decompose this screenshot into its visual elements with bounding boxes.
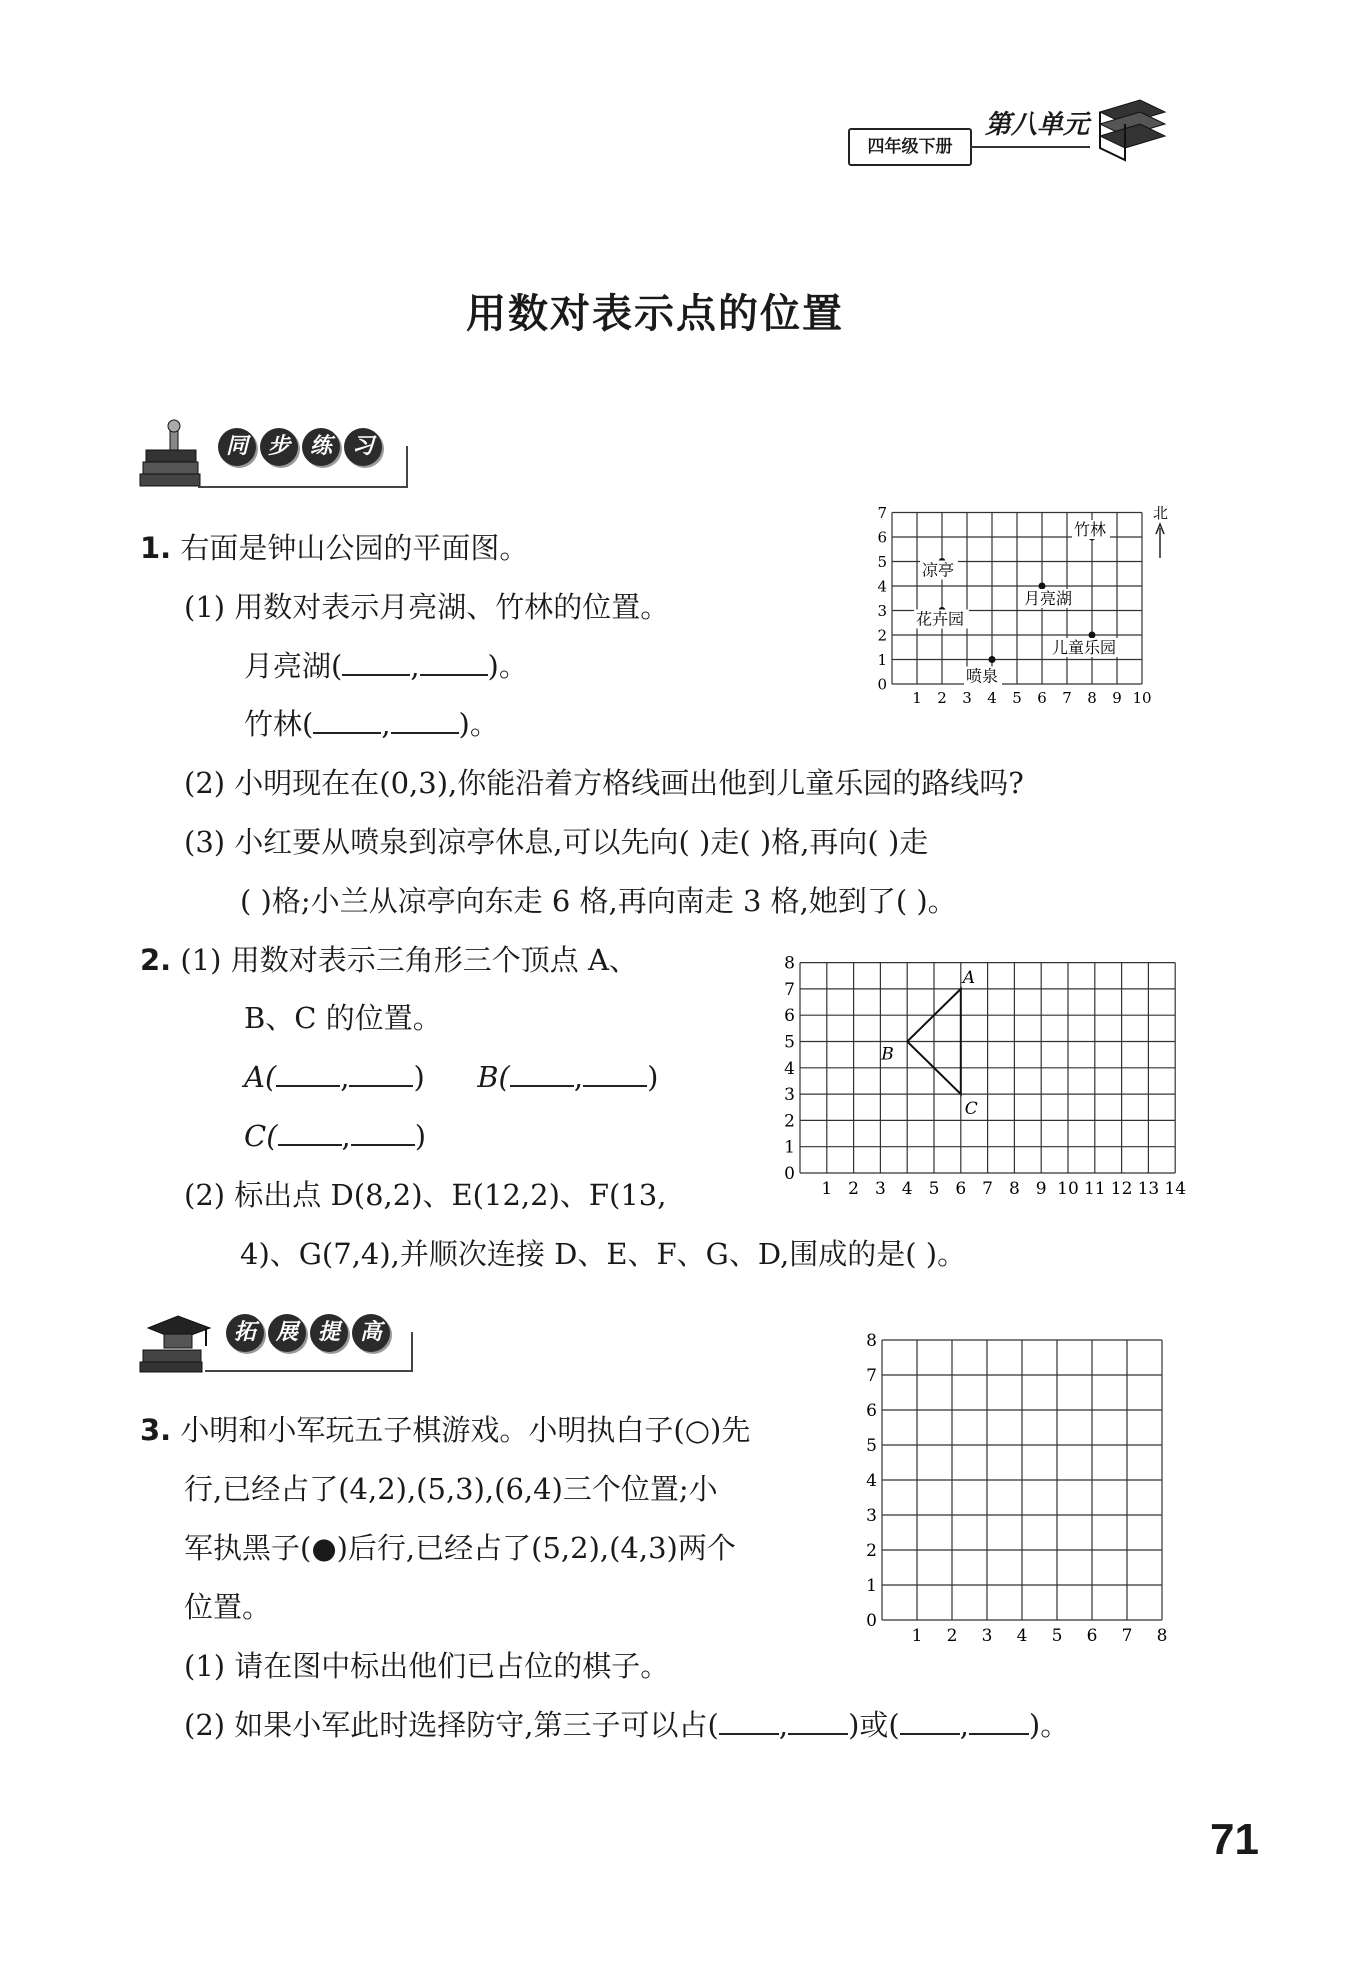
close-paren: )。 [1028, 1708, 1070, 1742]
x-tick-label: 4 [987, 689, 997, 707]
close-paren: ) [413, 1060, 425, 1094]
x-tick-label: 12 [1110, 1179, 1133, 1199]
x-tick-label: 1 [911, 1626, 923, 1646]
book-stack-icon [1090, 92, 1170, 162]
x-tick-label: 5 [1012, 689, 1022, 707]
place-label: 月亮湖 [1024, 589, 1073, 608]
gomoku-grid-lines [882, 1340, 1162, 1620]
x-tick-label: 7 [1121, 1626, 1133, 1646]
y-tick-label: 3 [866, 1505, 877, 1526]
bamboo-answer [244, 704, 499, 744]
q3-part2 [184, 1705, 1069, 1745]
bamboo-label: 竹林( [244, 707, 314, 741]
y-tick-label: 2 [866, 1540, 877, 1561]
place-point [989, 656, 996, 663]
books-icon [138, 412, 208, 492]
north-arrow [1153, 504, 1168, 558]
answer-blank[interactable] [510, 1059, 574, 1087]
x-tick-label: 9 [1112, 689, 1122, 707]
answer-blank[interactable] [351, 1118, 415, 1146]
y-tick-label: 5 [866, 1435, 877, 1456]
q2-part2-line2: 4)、G(7,4),并顺次连接 D、E、F、G、D,围成的是( )。 [240, 1237, 967, 1271]
triangle-grid-labels [784, 954, 1186, 1199]
x-tick-label: 7 [1062, 689, 1072, 707]
answer-blank[interactable] [969, 1707, 1029, 1735]
x-tick-label: 3 [981, 1626, 993, 1646]
x-tick-label: 9 [1035, 1179, 1047, 1199]
y-tick-label: 6 [866, 1400, 877, 1421]
vertex-label: C [964, 1099, 978, 1120]
y-tick-label: 7 [784, 979, 795, 1000]
badge-char: 步 [260, 428, 298, 466]
y-tick-label: 5 [877, 552, 887, 571]
answer-blank[interactable] [583, 1059, 647, 1087]
graduation-cap-icon [138, 1298, 218, 1378]
y-tick-label: 1 [877, 650, 887, 669]
answer-blank[interactable] [719, 1707, 779, 1735]
x-tick-label: 7 [982, 1179, 994, 1199]
section-banner-extension [226, 1314, 394, 1352]
q3-line4: 位置。 [184, 1590, 272, 1624]
x-tick-label: 8 [1008, 1179, 1020, 1199]
place-label: 儿童乐园 [1052, 638, 1117, 657]
answer-blank[interactable] [313, 706, 381, 734]
close-paren: ) [647, 1060, 659, 1094]
answer-blank[interactable] [420, 648, 488, 676]
y-tick-label: 6 [877, 528, 887, 547]
y-tick-label: 1 [784, 1137, 795, 1158]
triangle-grid [756, 953, 1187, 1205]
section-rule-end [406, 446, 408, 488]
y-tick-label: 2 [877, 626, 887, 645]
y-tick-label: 7 [877, 503, 887, 522]
badge-char: 习 [344, 428, 382, 466]
vertex-c-label: C( [244, 1119, 278, 1153]
q2-part1-line1: (1) 用数对表示三角形三个顶点 A、 [180, 943, 638, 977]
triangle-grid-lines [800, 963, 1175, 1173]
x-tick-label: 10 [1057, 1179, 1079, 1199]
x-tick-label: 13 [1137, 1179, 1160, 1199]
place-label: 竹林 [1074, 520, 1107, 539]
y-tick-label: 2 [784, 1111, 795, 1132]
moon-lake-label: 月亮湖( [244, 649, 343, 683]
x-tick-label: 14 [1164, 1179, 1187, 1199]
map-labels [877, 504, 1151, 707]
question-stem: 右面是钟山公园的平面图。 [180, 531, 529, 565]
gomoku-grid-labels [866, 1331, 1167, 1646]
badge-char: 练 [302, 428, 340, 466]
vertex-label: B [881, 1044, 894, 1065]
answer-blank[interactable] [788, 1707, 848, 1735]
unit-label: 第八单元 [985, 110, 1090, 140]
y-tick-label: 0 [877, 675, 887, 694]
page-title: 用数对表示点的位置 [466, 290, 844, 337]
q3-line1: 小明和小军玩五子棋游戏。小明执白子(○)先 [180, 1413, 751, 1447]
q3-line2: 行,已经占了(4,2),(5,3),(6,4)三个位置;小 [184, 1472, 718, 1506]
x-tick-label: 8 [1087, 689, 1097, 707]
answer-blank[interactable] [349, 1059, 413, 1087]
badge-char: 拓 [226, 1314, 264, 1352]
park-map [870, 498, 1169, 712]
q2-part2-line1: (2) 标出点 D(8,2)、E(12,2)、F(13, [184, 1178, 667, 1212]
vertex-label: A [962, 967, 976, 988]
x-tick-label: 6 [1086, 1626, 1098, 1646]
section-rule [205, 1370, 413, 1372]
badge-char: 同 [218, 428, 256, 466]
place-label: 喷泉 [966, 666, 999, 686]
place-label: 花卉园 [916, 609, 965, 629]
y-tick-label: 8 [866, 1330, 877, 1351]
x-tick-label: 10 [1132, 689, 1152, 707]
answer-blank[interactable] [342, 648, 410, 676]
section-banner-sync-practice [218, 428, 386, 466]
q3-line3: 军执黑子(●)后行,已经占了(5,2),(4,3)两个 [184, 1531, 736, 1565]
badge-char: 展 [268, 1314, 306, 1352]
y-tick-label: 3 [877, 601, 887, 620]
x-tick-label: 4 [1016, 1626, 1028, 1646]
x-tick-label: 4 [901, 1179, 913, 1199]
y-tick-label: 4 [866, 1470, 877, 1491]
question-number: 3. [140, 1413, 172, 1447]
comma: , [381, 707, 391, 741]
x-tick-label: 5 [928, 1179, 940, 1199]
x-tick-label: 6 [1037, 689, 1047, 707]
section-rule-end [411, 1332, 413, 1372]
x-tick-label: 3 [874, 1179, 886, 1199]
or-text: )或( [848, 1708, 900, 1742]
comma: , [573, 1060, 584, 1094]
q1-part3-line2: ( )格;小兰从凉亭向东走 6 格,再向南走 3 格,她到了( )。 [240, 884, 957, 918]
q3-part1: (1) 请在图中标出他们已占位的棋子。 [184, 1649, 670, 1683]
page-number: 71 [1210, 1815, 1259, 1864]
y-tick-label: 0 [866, 1610, 877, 1631]
badge-char: 提 [310, 1314, 348, 1352]
answer-blank[interactable] [278, 1118, 342, 1146]
comma: , [959, 1708, 969, 1742]
comma: , [341, 1119, 351, 1153]
q1-part3-line1: (3) 小红要从喷泉到凉亭休息,可以先向( )走( )格,再向( )走 [184, 825, 929, 859]
x-tick-label: 2 [848, 1179, 860, 1199]
vertex-b-label: B( [477, 1060, 510, 1094]
answer-blank[interactable] [391, 706, 459, 734]
moon-lake-answer [244, 646, 528, 686]
vertex-c-answer [244, 1116, 426, 1156]
x-tick-label: 3 [962, 689, 972, 707]
x-tick-label: 1 [821, 1179, 833, 1199]
y-tick-label: 6 [784, 1006, 795, 1027]
grade-label: 四年级下册 [848, 128, 972, 166]
x-tick-label: 8 [1156, 1626, 1168, 1646]
y-tick-label: 3 [784, 1085, 795, 1106]
question-number: 1. [140, 531, 172, 565]
x-tick-label: 6 [955, 1179, 967, 1199]
question-number: 2. [140, 943, 172, 977]
x-tick-label: 2 [946, 1626, 958, 1646]
x-tick-label: 11 [1083, 1179, 1106, 1199]
x-tick-label: 1 [912, 689, 922, 707]
close-paren: ) [414, 1119, 427, 1153]
comma: , [340, 1060, 350, 1094]
close-paren: )。 [458, 707, 499, 741]
north-label: 北 [1153, 504, 1169, 522]
vertex-ab-answers [244, 1057, 658, 1097]
gomoku-grid [856, 1330, 1176, 1650]
y-tick-label: 4 [784, 1058, 795, 1079]
vertex-a-label: A( [244, 1060, 277, 1094]
q2-part1-line2: B、C 的位置。 [244, 1001, 442, 1035]
triangle-abc [880, 968, 978, 1119]
place-label: 凉亭 [922, 560, 955, 580]
y-tick-label: 4 [877, 577, 887, 596]
badge-char: 高 [352, 1314, 390, 1352]
y-tick-label: 0 [784, 1163, 795, 1184]
comma: , [410, 649, 420, 683]
q3-part2-text: (2) 如果小军此时选择防守,第三子可以占( [184, 1708, 719, 1742]
header-rule [970, 146, 1090, 148]
section-rule [198, 486, 408, 488]
map-places [914, 520, 1122, 686]
y-tick-label: 5 [784, 1032, 795, 1053]
q1-part1: (1) 用数对表示月亮湖、竹林的位置。 [184, 590, 670, 624]
comma: , [778, 1708, 789, 1742]
x-tick-label: 2 [937, 689, 947, 707]
q1-part2: (2) 小明现在在(0,3),你能沿着方格线画出他到儿童乐园的路线吗? [184, 766, 1024, 800]
y-tick-label: 1 [866, 1575, 877, 1596]
answer-blank[interactable] [276, 1059, 340, 1087]
answer-blank[interactable] [900, 1707, 960, 1735]
close-paren: )。 [487, 649, 528, 683]
y-tick-label: 8 [784, 953, 795, 974]
y-tick-label: 7 [866, 1365, 877, 1386]
x-tick-label: 5 [1051, 1626, 1063, 1646]
